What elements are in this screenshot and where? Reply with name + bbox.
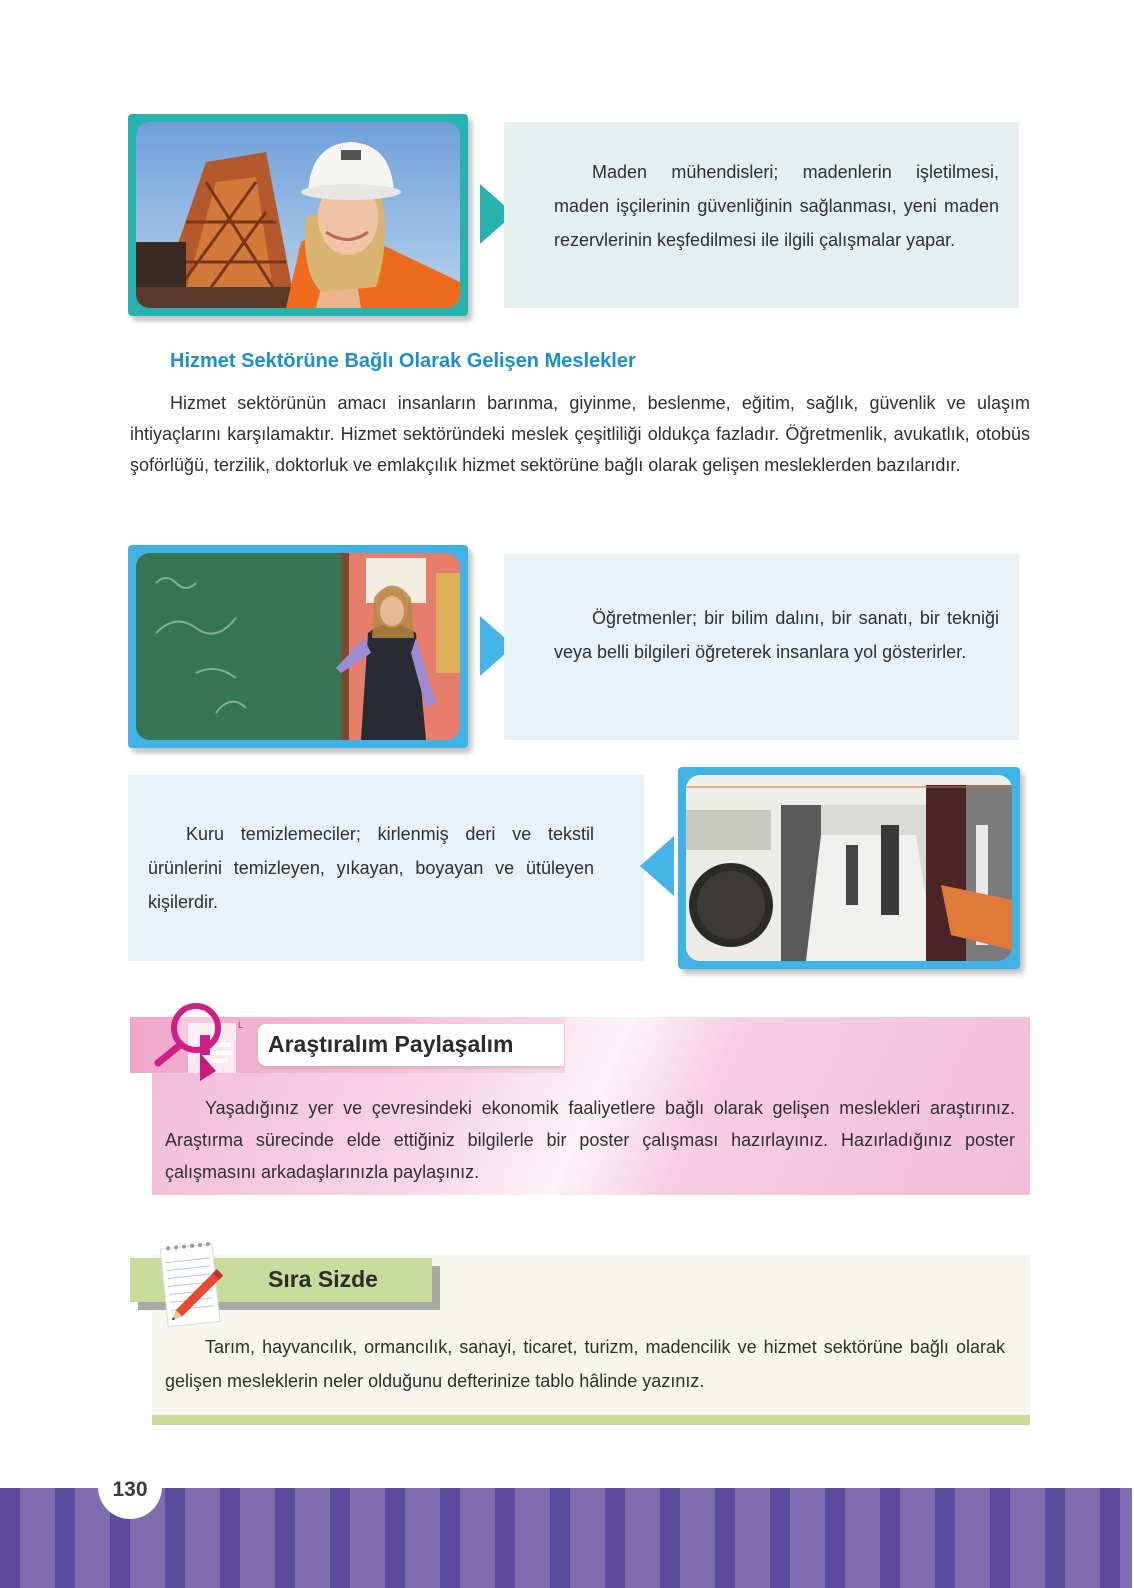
- teacher-description: [504, 554, 1019, 740]
- section-paragraph: Hizmet sektörünün amacı insanların barınma, giyinme, beslenme, eğitim, sağlık, güvenlik ve ulaşım ihtiyaçlarını karşılamaktır. Hizmet sektöründeki meslek çeşitliliği oldukça fazladır. Öğretmenlik, avukatlık, otobüs şoförlüğü, terzilik, doktorluk ve emlakçılık hizmet sektörüne bağlı olarak gelişen mesleklerden bazılarıdır.: [130, 393, 1030, 475]
- page-number: 130: [112, 1478, 148, 1501]
- teacher-image: [136, 553, 460, 740]
- svg-text:L: L: [238, 1020, 244, 1030]
- dry-cleaner-text: Kuru temizlemeciler; kirlenmiş deri ve tekstil ürünlerini temizleyen, yıkayan, boyayan ve ütüleyen kişilerdir.: [148, 824, 594, 912]
- teacher-text: Öğretmenler; bir bilim dalını, bir sanatı, bir tekniği veya belli bilgileri öğreterek insanlara yol gösterirler.: [554, 608, 999, 662]
- research-share-body: [165, 1092, 1015, 1188]
- mining-engineer-text: Maden mühendisleri; madenlerin işletilmesi, maden işçilerinin güvenliğinin sağlanması, yeni maden rezervlerinin keşfedilmesi ile ilgili çalışmalar yapar.: [554, 162, 999, 250]
- mining-engineer-photo-frame: [128, 114, 468, 316]
- dry-cleaner-photo-frame: [678, 767, 1020, 969]
- your-turn-text: Tarım, hayvancılık, ormancılık, sanayi, ticaret, turizm, madencilik ve hizmet sektörüne bağlı olarak gelişen mesleklerin neler olduğunu defterinize tablo hâlinde yazınız.: [165, 1337, 1005, 1391]
- your-turn-title: Sıra Sizde: [268, 1266, 378, 1292]
- magnifier-document-icon: [148, 993, 258, 1083]
- mining-engineer-image: [136, 122, 460, 308]
- dry-cleaner-image: [686, 775, 1012, 961]
- dry-cleaner-description: [128, 775, 644, 961]
- teacher-photo-frame: [128, 545, 468, 748]
- mining-engineer-description: [504, 122, 1019, 308]
- dry-cleaner-photo: [686, 775, 1012, 961]
- notepad-pencil-icon: [152, 1236, 232, 1332]
- research-share-title: Araştıralım Paylaşalım: [268, 1031, 514, 1057]
- research-share-text: Yaşadığınız yer ve çevresindeki ekonomik faaliyetlere bağlı olarak gelişen meslekleri araştırınız. Araştırma sürecinde elde ettiğiniz bilgilerle bir poster çalışması hazırlayınız. Hazırladığınız poster çalışmasını arkadaşlarınızla paylaşınız.: [165, 1098, 1015, 1182]
- section-heading: Hizmet Sektörüne Bağlı Olarak Gelişen Meslekler: [170, 350, 636, 372]
- pointer-arrow-left: [640, 836, 674, 896]
- your-turn-bottom-bar: [152, 1415, 1030, 1425]
- your-turn-body: [165, 1330, 1005, 1398]
- mining-engineer-photo: [136, 122, 460, 308]
- footer-striped-band: [0, 1488, 1134, 1588]
- teacher-photo: [136, 553, 460, 740]
- section-body: [130, 388, 1030, 481]
